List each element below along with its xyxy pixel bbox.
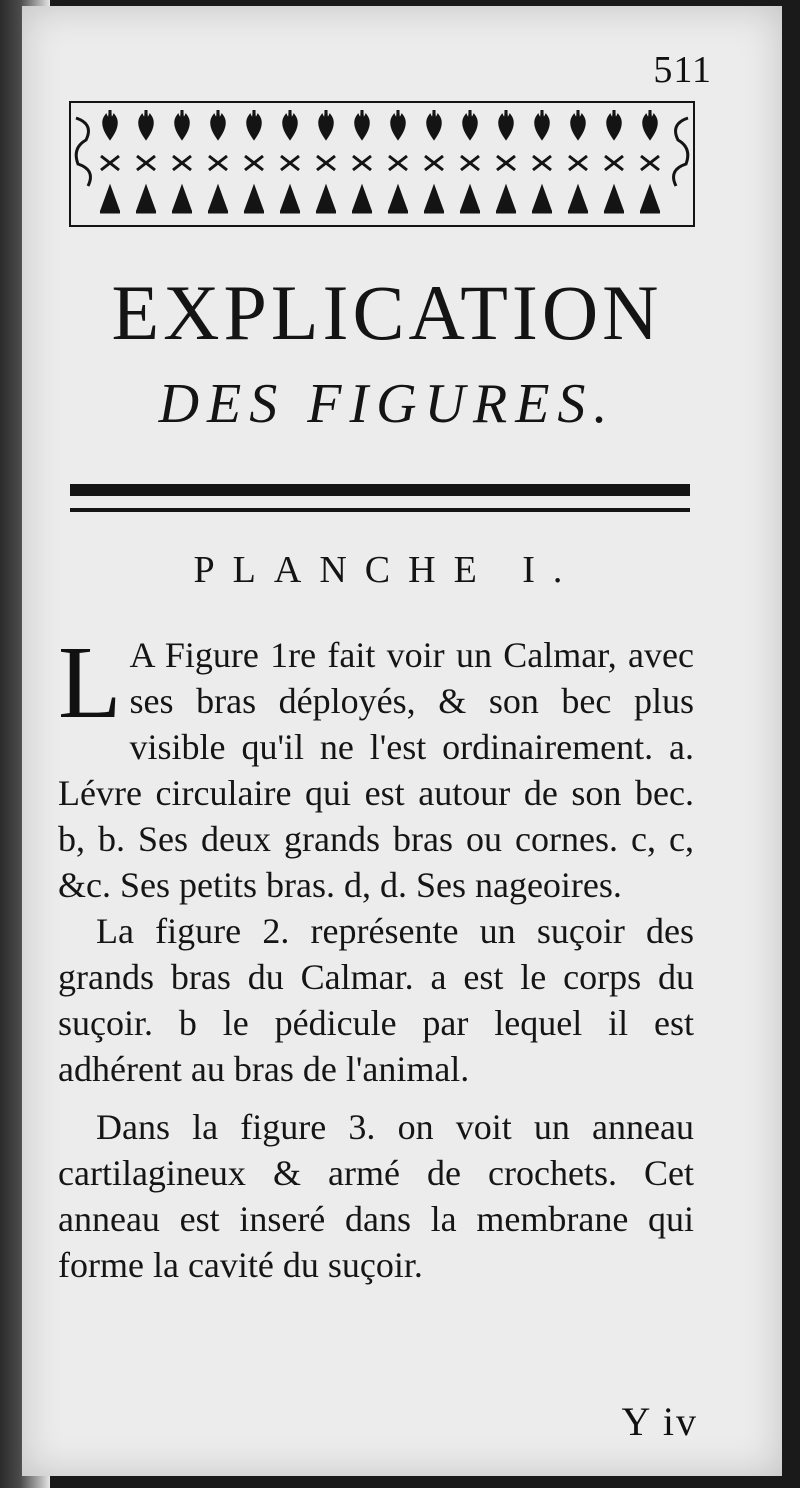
cross-icon xyxy=(533,156,551,170)
fleuron-bottom-icon xyxy=(568,188,588,212)
fleuron-bottom-icon xyxy=(280,188,300,212)
fleuron-bottom-icon xyxy=(640,188,660,212)
fleuron-top-icon xyxy=(320,110,333,138)
fleuron-bottom-icon xyxy=(352,188,372,212)
cross-icon xyxy=(317,156,335,170)
fleuron-bottom-icon xyxy=(244,188,264,212)
fleuron-bottom-icon xyxy=(100,188,120,212)
cross-icon xyxy=(137,156,155,170)
cross-icon xyxy=(353,156,371,170)
fleuron-top-icon xyxy=(428,110,441,138)
fleuron-top-icon xyxy=(536,110,549,138)
fleuron-bottom-icon xyxy=(172,188,192,212)
section-heading: PLANCHE I. xyxy=(193,549,581,591)
paragraph-2: La figure 2. représente un suçoir des grands bras du Calmar. a est le corps du suçoir. b le pédicule par lequel il est adhérent au bras de l'animal. xyxy=(58,911,694,1089)
divider-thin xyxy=(70,508,690,512)
fleuron-bottom-icon xyxy=(316,188,336,212)
fleuron-bottom-icon xyxy=(136,188,156,212)
cross-icon xyxy=(281,156,299,170)
fleuron-top-icon xyxy=(572,110,585,138)
drop-cap: L xyxy=(58,625,122,740)
fleuron-bottom-icon xyxy=(496,188,516,212)
cross-icon xyxy=(425,156,443,170)
cross-icon xyxy=(605,156,623,170)
cross-icon xyxy=(569,156,587,170)
fleuron-bottom-icon xyxy=(532,188,552,212)
cross-icon xyxy=(209,156,227,170)
fleuron-top-icon xyxy=(140,110,153,138)
cross-icon xyxy=(101,156,119,170)
cross-icon xyxy=(497,156,515,170)
cross-icon xyxy=(173,156,191,170)
body-text xyxy=(58,625,694,1288)
fleuron-top-icon xyxy=(104,110,117,138)
divider-thick xyxy=(70,484,690,496)
page-title: EXPLICATION xyxy=(111,269,663,356)
fleuron-bottom-icon xyxy=(604,188,624,212)
ornament-band-icon xyxy=(66,98,698,230)
fleuron-top-icon xyxy=(608,110,621,138)
fleuron-bottom-icon xyxy=(424,188,444,212)
fleuron-top-icon xyxy=(176,110,189,138)
fleuron-top-icon xyxy=(356,110,369,138)
cross-icon xyxy=(641,156,659,170)
paragraph-1-text: A Figure 1re fait voir un Calmar, avec ses bras déployés, & son bec plus visible qu'il ne l'est ordinairement. a. Lévre circulaire qui est autour de son bec. b, b. Ses deux grands bras ou cornes. c, c, &c. Ses petits bras. d, d. Ses nageoires. xyxy=(58,635,694,905)
fleuron-top-icon xyxy=(392,110,405,138)
fleuron-top-icon xyxy=(500,110,513,138)
fleuron-top-icon xyxy=(212,110,225,138)
fleuron-bottom-icon xyxy=(460,188,480,212)
paragraph-1 xyxy=(58,625,694,908)
fleuron-bottom-icon xyxy=(208,188,228,212)
fleuron-top-icon xyxy=(284,110,297,138)
fleuron-top-icon xyxy=(644,110,657,138)
fleuron-top-icon xyxy=(464,110,477,138)
fleuron-top-icon xyxy=(248,110,261,138)
page-number: 511 xyxy=(653,49,712,91)
cross-icon xyxy=(245,156,263,170)
paragraph-3: Dans la figure 3. on voit un anneau cartilagineux & armé de crochets. Cet anneau est inseré dans la membrane qui forme la cavité du suçoir. xyxy=(58,1107,694,1285)
cross-icon xyxy=(461,156,479,170)
catchword: Y iv xyxy=(621,1399,698,1444)
fleuron-bottom-icon xyxy=(388,188,408,212)
cross-icon xyxy=(389,156,407,170)
page-subtitle: DES FIGURES. xyxy=(158,373,616,435)
